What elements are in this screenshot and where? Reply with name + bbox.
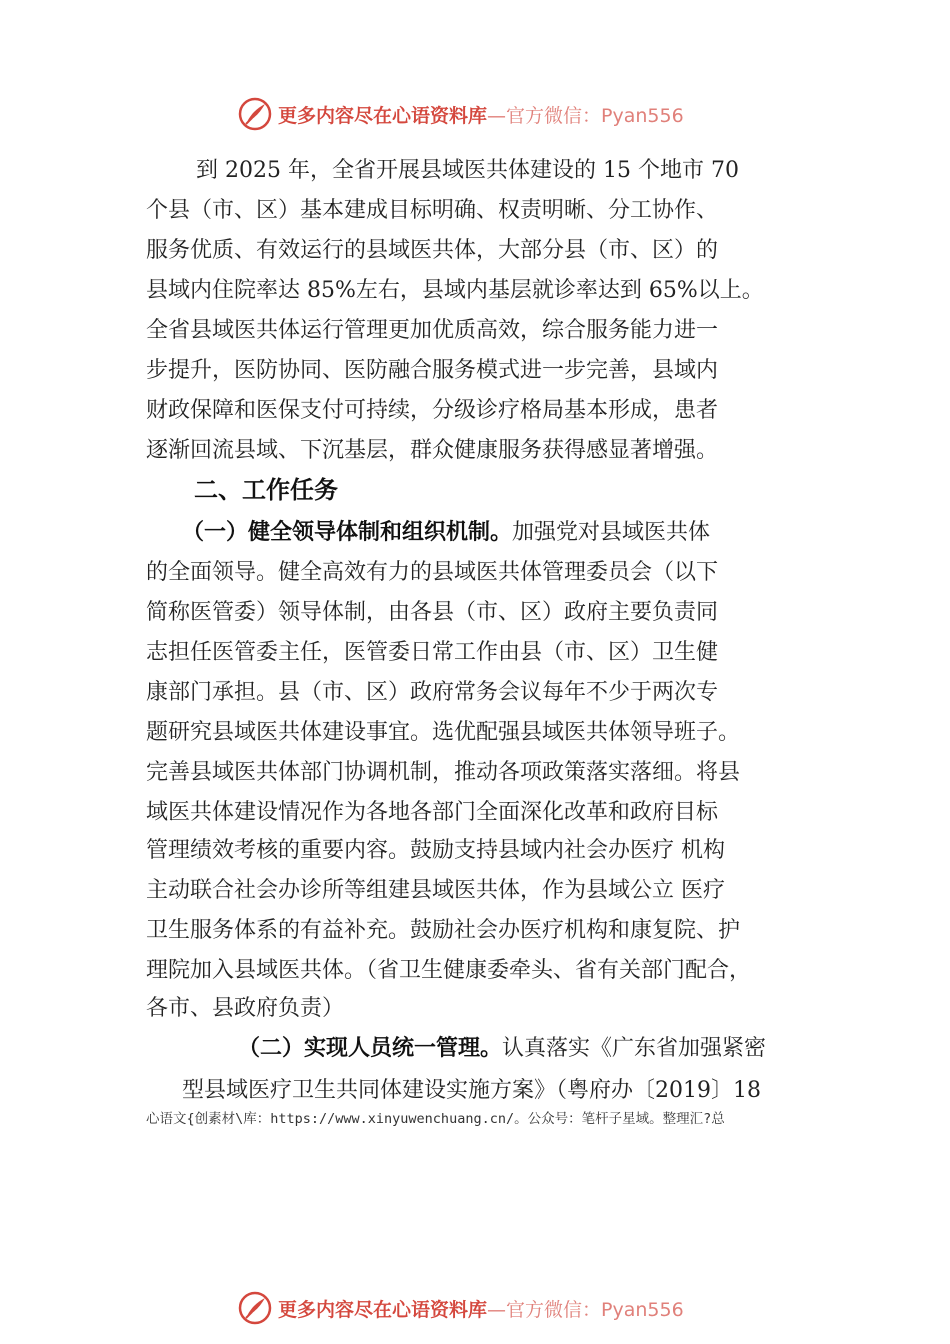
para2-line: 管理绩效考核的重要内容。鼓励支持县域内社会办医疗 机构 <box>146 838 725 863</box>
para1-line: 步提升，医防协同、医防融合服务模式进一步完善，县域内 <box>146 358 719 383</box>
quill-logo-icon <box>238 97 272 131</box>
para2-line: 卫生服务体系的有益补充。鼓励社会办医疗机构和康复院、护 <box>146 918 741 943</box>
para1-line: 个县（市、区）基本建成目标明确、权责明晰、分工协作、 <box>146 198 719 223</box>
para2-line: 的全面领导。健全高效有力的县域医共体管理委员会（以下 <box>146 560 719 585</box>
para2-line: 域医共体建设情况作为各地各部门全面深化改革和政府目标 <box>146 800 719 825</box>
header-banner <box>238 96 684 132</box>
quill-logo-icon <box>238 1291 272 1325</box>
para2-line: 完善县域医共体部门协调机制，推动各项政策落实落细。将县 <box>146 760 741 785</box>
banner-main-text: 更多内容尽在心语资料库 <box>278 104 488 127</box>
para1-line: 县域内住院率达 85%左右，县域内基层就诊率达到 65%以上。 <box>146 278 764 303</box>
source-note: 心语文{创素材\库：https://www.xinyuwenchuang.cn/。公众号：笔杆子星域。整理汇?总 <box>146 1111 725 1127</box>
para2-line: 题研究县域医共体建设事宜。选优配强县域医共体领导班子。 <box>146 720 741 745</box>
para3-lead-bold: （二）实现人员统一管理。 <box>238 1036 503 1061</box>
para2-line: 主动联合社会办诊所等组建县域医共体，作为县域公立 医疗 <box>146 878 725 903</box>
para1-line: 财政保障和医保支付可持续，分级诊疗格局基本形成，患者 <box>146 398 719 423</box>
para1-line: 服务优质、有效运行的县域医共体，大部分县（市、区）的 <box>146 238 719 263</box>
para2-line: 各市、县政府负责） <box>146 996 345 1021</box>
section-heading: 二、工作任务 <box>194 476 338 504</box>
para3-lead-rest: 认真落实《广东省加强紧密 <box>502 1036 767 1061</box>
para2-line: 康部门承担。县（市、区）政府常务会议每年不少于两次专 <box>146 680 719 705</box>
para2-lead-line <box>182 518 710 548</box>
para2-line: 理院加入县域医共体。（省卫生健康委牵头、省有关部门配合， <box>146 958 752 983</box>
para1-line: 到 2025 年，全省开展县域医共体建设的 15 个地市 70 <box>196 158 739 183</box>
banner-sub-text: —官方微信：Pyan556 <box>487 1298 684 1321</box>
para3-lead-line <box>238 1034 766 1064</box>
para2-line: 志担任医管委主任，医管委日常工作由县（市、区）卫生健 <box>146 640 719 665</box>
para2-line: 简称医管委）领导体制，由各县（市、区）政府主要负责同 <box>146 600 719 625</box>
para2-lead-rest: 加强党对县域医共体 <box>512 520 711 545</box>
banner-main-text: 更多内容尽在心语资料库 <box>278 1298 488 1321</box>
para2-lead-bold: （一）健全领导体制和组织机制。 <box>182 520 513 545</box>
banner-sub-text: —官方微信：Pyan556 <box>487 104 684 127</box>
footer-banner <box>238 1290 684 1326</box>
para1-line: 逐渐回流县域、下沉基层，群众健康服务获得感显著增强。 <box>146 438 719 463</box>
para3-line: 型县域医疗卫生共同体建设实施方案》（粤府办〔2019〕18 <box>182 1078 761 1103</box>
para1-line: 全省县域医共体运行管理更加优质高效，综合服务能力进一 <box>146 318 719 343</box>
